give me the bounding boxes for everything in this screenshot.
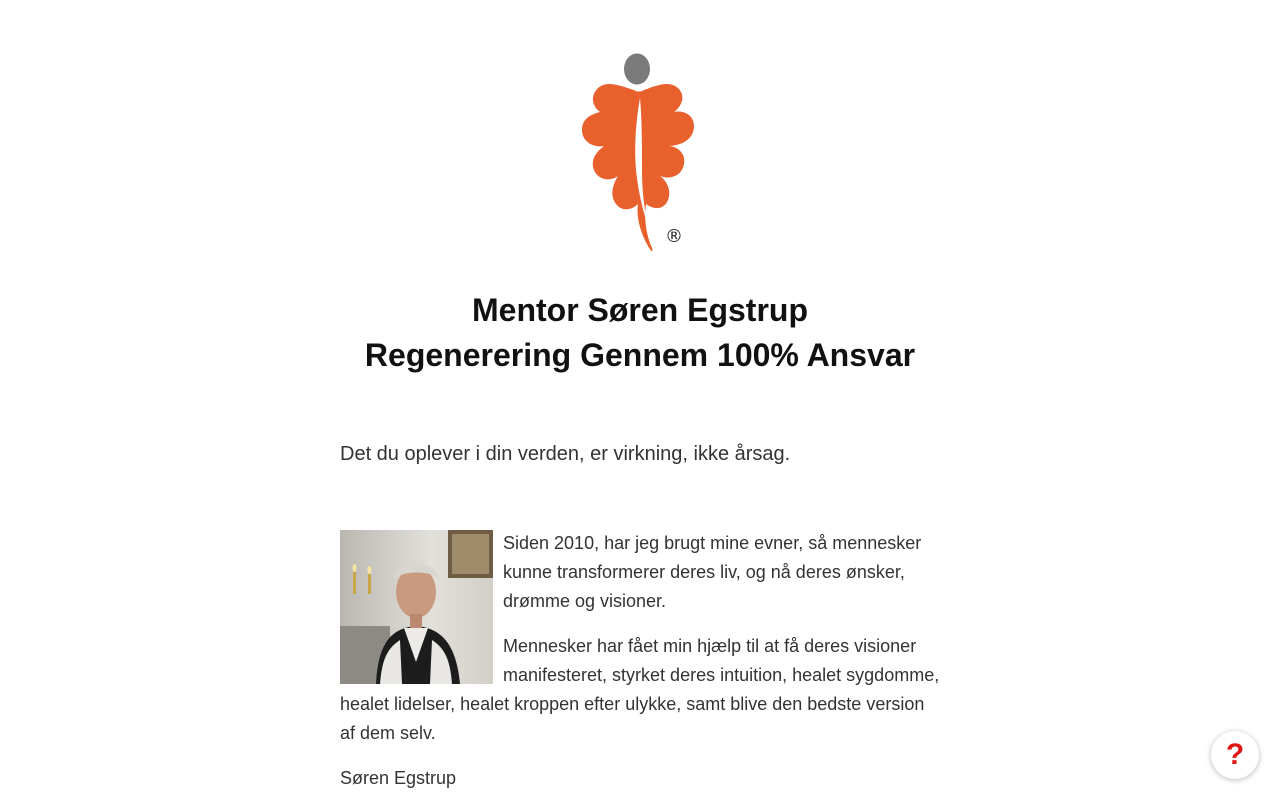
registered-mark: ® (665, 226, 683, 247)
help-button[interactable] (1211, 731, 1259, 779)
title-line-1: Mentor Søren Egstrup (471, 292, 808, 328)
portrait-photo (340, 530, 493, 684)
page-title (0, 288, 1280, 378)
title-line-2: Regenerering Gennem 100% Ansvar (364, 337, 916, 373)
signature: Søren Egstrup (340, 768, 457, 788)
question-mark-icon: ? (1225, 738, 1245, 771)
intro-paragraph-2: Mennesker har fået min hjælp til at få deres visioner manifesteret, styrket deres intuition, healet sygdomme, healet lidelser, healet kroppen efter ulykke, samt blive den bedste version af dem selv. (340, 636, 940, 743)
logo-head (624, 54, 650, 85)
tagline: Det du oplever i din verden, er virkning, ikke årsag. (340, 443, 791, 465)
intro-section (340, 530, 940, 809)
logo-icon (570, 50, 710, 260)
intro-paragraph-1: Siden 2010, har jeg brugt mine evner, så mennesker kunne transformerer deres liv, og nå deres ønsker, drømme og visioner. (503, 533, 922, 611)
